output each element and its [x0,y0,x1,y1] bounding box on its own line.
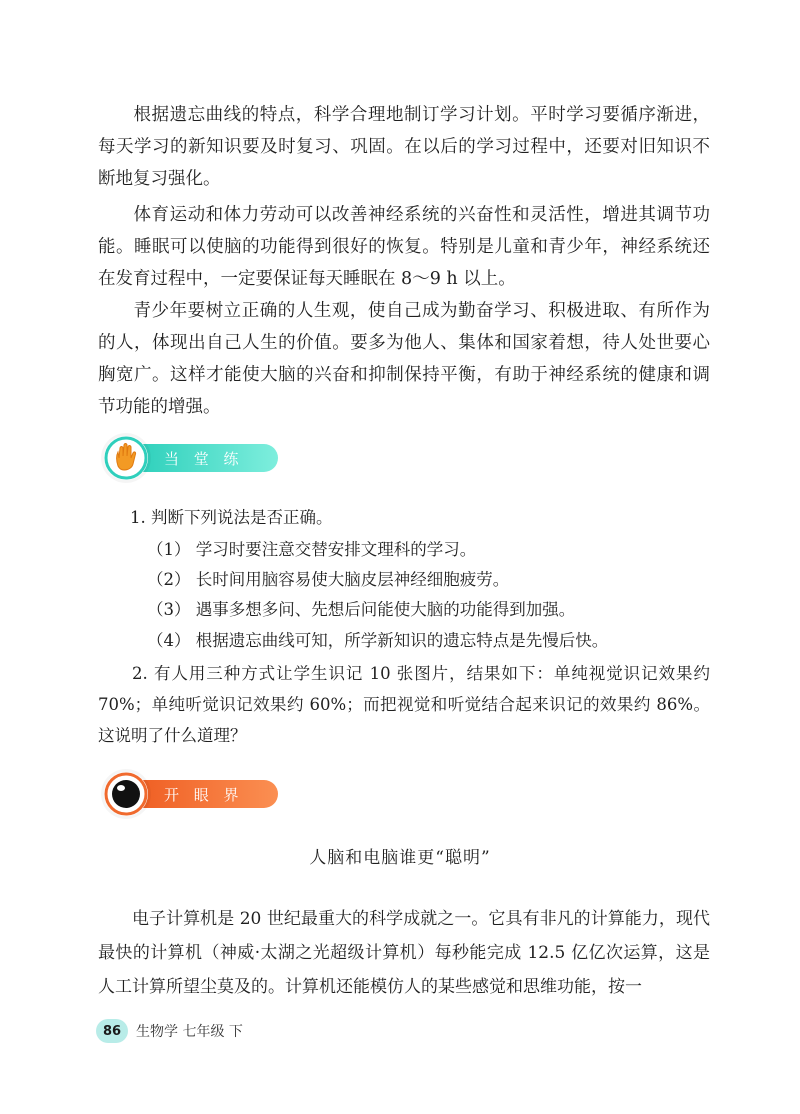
question-1-item: （4） 根据遗忘曲线可知，所学新知识的遗忘特点是先慢后快。 [147,631,609,650]
extend-banner [104,774,280,814]
page-footer [96,1018,243,1044]
paragraph-text: 体育运动和体力劳动可以改善神经系统的兴奋性和灵活性，增进其调节功能。睡眠可以使脑的功能得到很好的恢复。特别是儿童和青少年，神经系统还在发育过程中，一定要保证每天睡眠在 8～9 h 以上。 [98,205,710,289]
question-1-item: （1） 学习时要注意交替安排文理科的学习。 [147,540,477,559]
paragraph-text: 青少年要树立正确的人生观，使自己成为勤奋学习、积极进取、有所作为的人，体现出自己人生的价值。要多为他人、集体和国家着想，待人处世要心胸宽广。这样才能使大脑的兴奋和抑制保持平衡，有助于神经系统的健康和调节功能的增强。 [98,301,710,417]
page-number: 86 [96,1019,128,1043]
question-1: 1. 判断下列说法是否正确。 [130,508,333,527]
paragraph-exercise-sleep [98,199,710,295]
paragraph-youth-values [98,295,710,423]
hand-icon [104,436,148,480]
book-title: 生物学 七年级 下 [136,1024,243,1040]
extend-banner-label: 开 眼 界 [164,786,244,804]
question-1-item: （2） 长时间用脑容易使大脑皮层神经细胞疲劳。 [147,570,510,589]
practice-banner [104,438,280,478]
eye-icon [104,772,148,816]
paragraph-text: 根据遗忘曲线的特点，科学合理地制订学习计划。平时学习要循序渐进，每天学习的新知识要及时复习、巩固。在以后的学习过程中，还要对旧知识不断地复习强化。 [98,105,710,189]
practice-banner-label: 当 堂 练 [164,450,244,468]
article-text: 电子计算机是 20 世纪最重大的科学成就之一。它具有非凡的计算能力，现代最快的计算机（神威·太湖之光超级计算机）每秒能完成 12.5 亿亿次运算，这是人工计算所望尘莫及的。计算机还能模仿人的某些感觉和思维功能，按一 [98,909,710,997]
paragraph-review-plan [98,99,710,195]
article-title: 人脑和电脑谁更“聪明” [309,848,491,868]
question-2: 2. 有人用三种方式让学生识记 10 张图片，结果如下：单纯视觉识记效果约 70%；单纯听觉识记效果约 60%；而把视觉和听觉结合起来识记的效果约 86%。这说明了什么道理？ [98,664,710,745]
question-1-item: （3） 遇事多想多问、先想后问能使大脑的功能得到加强。 [147,600,576,619]
